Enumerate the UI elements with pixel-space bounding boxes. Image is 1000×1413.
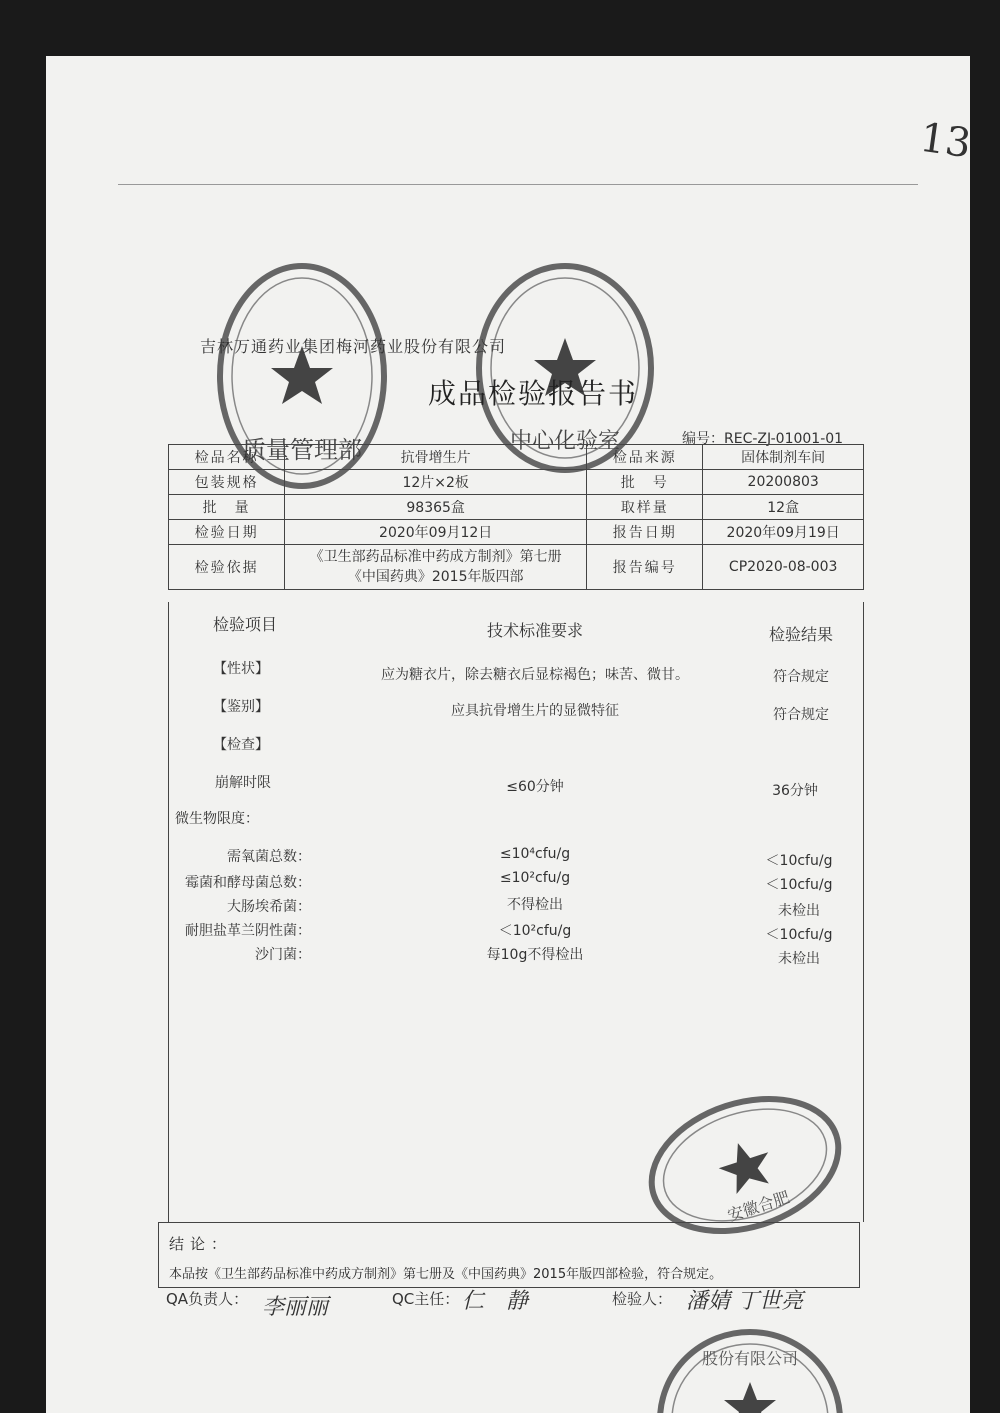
company-stamp-text: 股份有限公司	[701, 1349, 799, 1368]
info-row	[169, 445, 864, 470]
item-result: 36分钟	[772, 783, 818, 799]
report-title: 成品检验报告书	[428, 377, 639, 410]
inspector-label: 检验人：	[612, 1290, 673, 1308]
info-key: 批 号	[587, 470, 703, 495]
info-table	[168, 444, 864, 590]
info-key: 批 量	[169, 495, 285, 520]
info-value: 抗骨增生片	[285, 445, 587, 470]
info-value: CP2020-08-003	[703, 545, 864, 590]
info-value: 12片×2板	[285, 470, 587, 495]
item-label: 崩解时限	[215, 775, 271, 791]
qc-label: QC主任：	[392, 1290, 460, 1308]
lab-stamp-text: 中心化验室	[509, 429, 621, 454]
qa-signature: 李丽丽	[262, 1295, 329, 1320]
info-value: 12盒	[703, 495, 864, 520]
info-key: 包装规格	[169, 470, 285, 495]
info-value: 98365盒	[285, 495, 587, 520]
info-key: 报告日期	[587, 520, 703, 545]
header-standard: 技术标准要求	[486, 621, 584, 640]
info-row	[169, 520, 864, 545]
page-mark: 13	[917, 114, 974, 168]
conclusion-box	[158, 1222, 860, 1288]
info-key: 检验日期	[169, 520, 285, 545]
approval-stamp-text: 安徽合肥	[725, 1187, 792, 1226]
header-item: 检验项目	[213, 615, 278, 634]
quality-dept-stamp-text: 质量管理部	[242, 436, 362, 464]
qa-label: QA负责人：	[166, 1290, 249, 1308]
info-row	[169, 470, 864, 495]
info-key: 检品名称	[169, 445, 285, 470]
item-result: 符合规定	[773, 669, 829, 685]
inspector-signature: 潘婧 丁世亮	[686, 1289, 803, 1314]
item-standard: ≤10⁴cfu/g	[499, 846, 571, 862]
info-key: 检品来源	[587, 445, 703, 470]
item-standard: ≤60分钟	[506, 779, 564, 795]
conclusion-label: 结论：	[169, 1235, 233, 1253]
approval-stamp	[640, 1090, 850, 1240]
basis-line: 《卫生部药品标准中药成方制剂》第七册	[309, 549, 562, 565]
conclusion-text: 本品按《卫生部药品标准中药成方制剂》第七册及《中国药典》2015年版四部检验，符合规定。	[169, 1267, 723, 1282]
item-label: 【性状】	[213, 661, 269, 677]
info-row	[169, 495, 864, 520]
basis-line: 《中国药典》2015年版四部	[347, 569, 524, 585]
item-label: 霉菌和酵母菌总数：	[185, 875, 311, 891]
item-label: 大肠埃希菌：	[227, 899, 311, 915]
top-rule	[118, 184, 918, 185]
document-code: 编号：REC-ZJ-01001-01	[682, 431, 844, 447]
item-label: 耐胆盐革兰阴性菌：	[185, 923, 311, 939]
item-label: 微生物限度：	[175, 811, 259, 827]
item-result: ＜10cfu/g	[765, 877, 833, 893]
item-result: ＜10cfu/g	[765, 853, 833, 869]
item-label: 需氧菌总数：	[227, 849, 311, 865]
info-value	[285, 545, 587, 590]
info-key: 检验依据	[169, 545, 285, 590]
item-result: ＜10cfu/g	[765, 927, 833, 943]
header-result: 检验结果	[768, 625, 834, 644]
info-key: 报告编号	[587, 545, 703, 590]
item-standard: ＜10²cfu/g	[498, 923, 572, 939]
info-row	[169, 545, 864, 590]
item-result: 未检出	[778, 951, 820, 967]
company-stamp	[650, 1320, 850, 1413]
qc-signature: 仁 静	[462, 1289, 529, 1314]
item-standard: 每10g不得检出	[486, 947, 584, 963]
item-standard: ≤10²cfu/g	[499, 870, 571, 886]
company-name: 吉林万通药业集团梅河药业股份有限公司	[200, 337, 507, 356]
info-value: 2020年09月12日	[285, 520, 587, 545]
item-standard: 应具抗骨增生片的显微特征	[451, 703, 619, 719]
info-value: 2020年09月19日	[703, 520, 864, 545]
item-standard: 应为糖衣片，除去糖衣后显棕褐色；味苦、微甘。	[381, 667, 689, 683]
item-label: 沙门菌：	[255, 947, 311, 963]
item-standard: 不得检出	[507, 897, 563, 913]
item-label: 【检查】	[213, 737, 269, 753]
item-label: 【鉴别】	[213, 699, 269, 715]
info-key: 取样量	[587, 495, 703, 520]
info-value: 20200803	[703, 470, 864, 495]
item-result: 未检出	[778, 903, 820, 919]
item-result: 符合规定	[773, 707, 829, 723]
info-value: 固体制剂车间	[703, 445, 864, 470]
